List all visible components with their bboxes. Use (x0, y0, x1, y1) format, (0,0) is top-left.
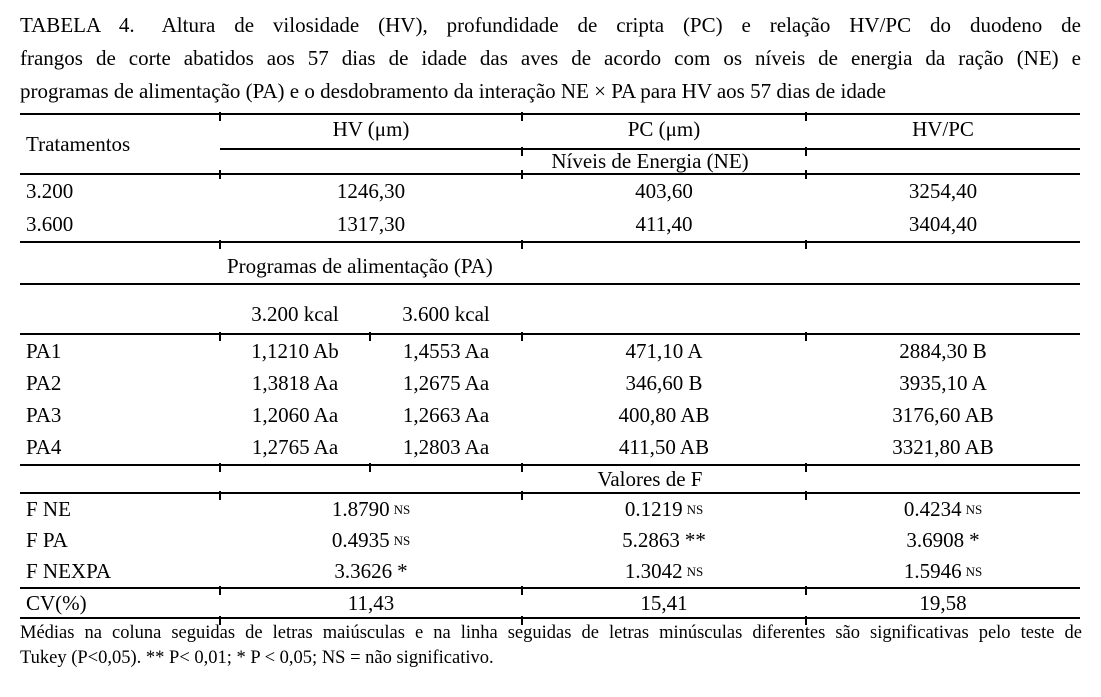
f-pc-value (522, 556, 806, 587)
significance-mark: * (397, 559, 408, 583)
column-tick (219, 586, 221, 595)
significance-mark: NS (965, 501, 983, 517)
significance-mark: NS (686, 563, 704, 579)
f-hv-value (220, 556, 522, 587)
empty-cell (20, 285, 220, 333)
table-row (20, 399, 1080, 431)
column-tick (521, 170, 523, 179)
row-label: PA3 (26, 402, 62, 427)
pc-value: 411,40 (635, 212, 693, 236)
hv-3600-value: 1,2803 Aa (402, 435, 490, 459)
column-tick (805, 463, 807, 472)
section-header-pa: Programas de alimentação (PA) (20, 243, 1080, 285)
f-value: 1.5946 (903, 559, 962, 583)
empty-cell (522, 285, 806, 333)
hvpc-value: 3404,40 (908, 212, 978, 236)
footnote-line-2: Tukey (P<0,05). ** P< 0,01; * P < 0,05; NS = não significativo. (20, 648, 494, 668)
column-tick (219, 491, 221, 500)
f-hvpc-value (806, 525, 1080, 556)
section-header-ne: Níveis de Energia (NE) (551, 149, 749, 173)
empty-cell (806, 285, 1080, 333)
hvpc-value: 3321,80 AB (892, 435, 994, 459)
column-tick (521, 147, 523, 156)
row-label: PA1 (26, 338, 62, 363)
cv-hvpc-value: 19,58 (919, 590, 967, 615)
hv-3600-value: 1,2675 Aa (402, 370, 490, 395)
table-row (20, 525, 1080, 556)
pc-value: 471,10 A (625, 338, 703, 363)
col-header-pc: PC (μm) (627, 117, 701, 141)
significance-mark: NS (393, 532, 411, 548)
column-tick (369, 332, 371, 341)
row-label: 3.200 (26, 179, 74, 203)
subheader-row (20, 285, 1080, 335)
f-value: 5.2863 (622, 528, 680, 552)
f-value: 1.3042 (624, 559, 683, 583)
header-measures (220, 115, 1080, 150)
pc-value: 400,80 AB (618, 402, 710, 427)
caption-line-3: programas de alimentação (PA) e o desdobramento da interação NE × PA para HV aos 57 dias de idade (20, 79, 886, 103)
hv-value: 1246,30 (336, 179, 406, 203)
column-tick (805, 491, 807, 500)
column-tick (805, 240, 807, 249)
f-value: 3.6908 (906, 528, 965, 552)
row-label: 3.600 (26, 212, 74, 236)
subcol-header-3200: 3.200 kcal (251, 302, 339, 326)
hvpc-value: 3254,40 (908, 179, 978, 203)
column-tick (805, 147, 807, 156)
subcol-header-3600: 3.600 kcal (402, 302, 490, 326)
significance-mark: NS (393, 501, 411, 517)
hv-3600-value: 1,2663 Aa (402, 402, 490, 427)
hvpc-value: 2884,30 B (899, 338, 987, 363)
cv-hv-value: 11,43 (347, 590, 395, 615)
column-tick (369, 463, 371, 472)
column-tick (521, 586, 523, 595)
caption-line-2: frangos de corte abatidos aos 57 dias de idade das aves de acordo com os níveis de energia da ração (NE) e (20, 46, 1081, 70)
section-header-f (20, 466, 1080, 494)
hvpc-value: 3935,10 A (899, 370, 987, 395)
significance-mark: ** (684, 528, 706, 552)
caption-text-1: Altura de vilosidade (HV), profundidade de cripta (PC) e relação HV/PC do duodeno de (161, 13, 1081, 37)
column-tick (219, 240, 221, 249)
f-header-label: Valores de F (597, 466, 703, 491)
column-tick (521, 463, 523, 472)
column-tick (805, 170, 807, 179)
row-label: CV(%) (26, 590, 87, 615)
table-row (20, 431, 1080, 466)
f-hv-value (220, 525, 522, 556)
col-header-hvpc: HV/PC (912, 117, 974, 141)
caption-label: TABELA 4. (20, 13, 135, 37)
f-pc-value (522, 494, 806, 525)
row-label: PA4 (26, 435, 62, 459)
f-hv-value (220, 494, 522, 525)
f-value: 3.3626 (334, 559, 393, 583)
table-row (20, 367, 1080, 399)
empty-cell (20, 466, 220, 492)
column-tick (805, 586, 807, 595)
f-hvpc-value (806, 494, 1080, 525)
pc-value: 403,60 (635, 179, 693, 203)
header-right (220, 115, 1080, 173)
f-hvpc-value (806, 556, 1080, 587)
pc-value: 346,60 B (625, 370, 703, 395)
row-label: F NEXPA (26, 559, 112, 583)
significance-mark: * (969, 528, 980, 552)
hv-value: 1317,30 (336, 212, 406, 236)
column-tick (805, 332, 807, 341)
hvpc-value: 3176,60 AB (892, 402, 994, 427)
column-tick (219, 112, 221, 121)
column-tick (219, 332, 221, 341)
column-tick (219, 170, 221, 179)
f-value: 0.1219 (624, 497, 683, 521)
table-row (20, 175, 1080, 208)
significance-mark: NS (965, 563, 983, 579)
column-tick (805, 112, 807, 121)
row-label: F PA (26, 528, 68, 552)
col-header-treatments: Tratamentos (26, 131, 131, 156)
column-tick (521, 332, 523, 341)
col-header-hv: HV (μm) (332, 117, 410, 141)
f-pc-value (522, 525, 806, 556)
table-row (20, 335, 1080, 367)
column-tick (521, 240, 523, 249)
f-value: 0.4935 (331, 528, 390, 552)
footnote-line-1: Médias na coluna seguidas de letras maiúsculas e na linha seguidas de letras minúsculas diferentes são significativas pelo teste de (20, 623, 1082, 643)
cv-pc-value: 15,41 (640, 590, 688, 615)
table-caption (20, 9, 1081, 108)
caption-line-1 (20, 9, 1081, 42)
column-tick (521, 112, 523, 121)
hv-3200-value: 1,2060 Aa (251, 402, 339, 427)
table-header (20, 115, 1080, 175)
hv-3200-value: 1,2765 Aa (251, 435, 339, 459)
hv-3200-value: 1,3818 Aa (251, 370, 339, 395)
hv-3200-value: 1,1210 Ab (251, 338, 339, 363)
row-label: PA2 (26, 370, 62, 395)
f-value: 1.8790 (331, 497, 390, 521)
table-row (20, 494, 1080, 525)
column-tick (521, 491, 523, 500)
table-footnote (20, 621, 1082, 671)
hv-3600-value: 1,4553 Aa (402, 338, 490, 363)
table-row (20, 556, 1080, 589)
table-row (20, 208, 1080, 243)
column-tick (219, 463, 221, 472)
row-label: F NE (26, 497, 71, 521)
significance-mark: NS (686, 501, 704, 517)
data-table (20, 113, 1080, 619)
f-value: 0.4234 (903, 497, 962, 521)
table-row (20, 589, 1080, 619)
pc-value: 411,50 AB (618, 435, 710, 459)
